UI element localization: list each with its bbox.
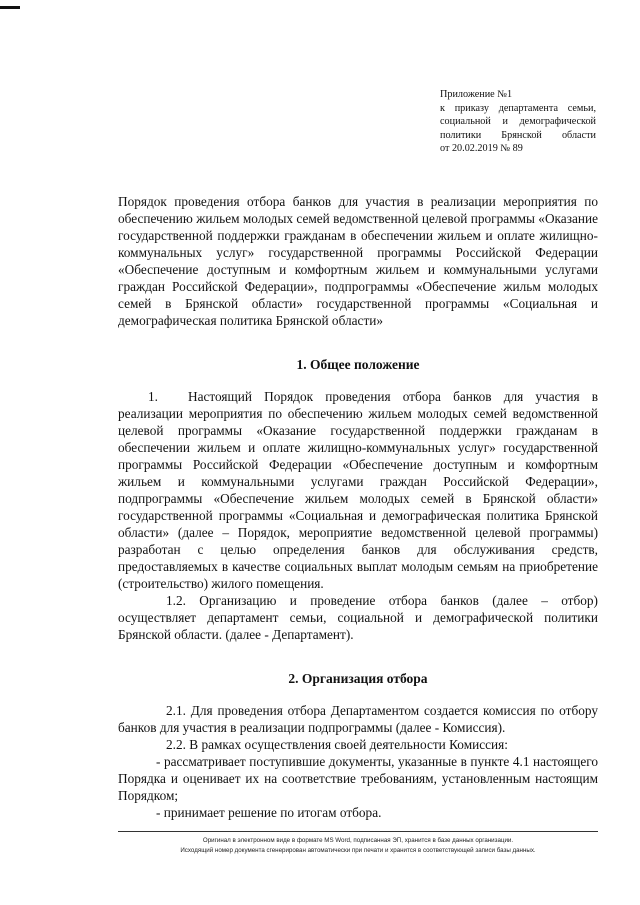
appendix-title: Приложение №1 — [440, 89, 513, 100]
paragraph-1-2: 1.2. Организацию и проведение отбора банков (далее – отбор) осуществляет департамент семьи, социальной и демографической политики Брянской области. (далее - Департамент). — [118, 593, 598, 642]
footer-note — [118, 831, 598, 856]
section-heading-organization: 2. Организация отбора — [288, 671, 428, 686]
section-heading-general: 1. Общее положение — [296, 357, 420, 372]
paragraph-2-2: 2.2. В рамках осуществления своей деятельности Комиссия: — [166, 737, 508, 752]
corner-scan-mark — [0, 6, 20, 9]
document-body — [118, 193, 598, 821]
paragraph-text: Настоящий Порядок проведения отбора банков для участия в реализации мероприятия по обеспечению жильем молодых семей ведомственной целевой программы «Оказание государственной поддержки гражданам в обеспечении жильем и оплате жилищно-коммунальных услуг» государственной программы Российской Федерации «Обеспечение доступным и комфортным жильем и коммунальными услугами граждан Российской Федерации», подпрограммы «Обеспечение жильем молодых семей в Брянской области» государственной программы «Социальная и демографическая политика Брянской области» (далее – Порядок, мероприятие ведомственной целевой программы) разработан с целью определения банков для обслуживания средств, предоставляемых в качестве социальных выплат молодым семьям на приобретение (строительство) жилого помещения. — [118, 389, 598, 591]
list-item: - рассматривает поступившие документы, указанные в пункте 4.1 настоящего Порядка и оценивает их на соответствие требованиям, установленным настоящим Порядком; — [118, 754, 598, 803]
appendix-line: к приказу департамента семьи, — [440, 102, 596, 114]
appendix-block — [440, 88, 596, 156]
footer-line-2: Исходящий номер документа сгенерирован автоматически при печати и хранится в соответствующей записи базы данных. — [180, 847, 536, 854]
paragraph-2-1: 2.1. Для проведения отбора Департаментом создается комиссия по отбору банков для участия в реализации подпрограммы (далее - Комиссия). — [118, 703, 598, 735]
document-title: Порядок проведения отбора банков для участия в реализации мероприятия по обеспечению жильем молодых семей ведомственной целевой программы «Оказание государственной поддержки гражданам в обеспечении жильем и оплате жилищно-коммунальных услуг» государственной программы Российской Федерации «Обеспечение доступным и комфортным жильем и коммунальными услугами граждан Российской Федерации», подпрограммы «Обеспечение жильм молодых семей в Брянской области» государственной программы «Социальная и демографическая политика Брянской области» — [118, 194, 598, 328]
paragraph-1 — [118, 388, 598, 592]
paragraph-number: 1. — [148, 389, 158, 404]
footer-line-1: Оригинал в электронном виде в формате MS Word, подписанная ЭП, хранится в базе данных организации. — [202, 837, 514, 844]
appendix-line: политики Брянской области — [440, 129, 596, 141]
appendix-date: от 20.02.2019 № 89 — [440, 143, 523, 154]
list-item: - принимает решение по итогам отбора. — [156, 805, 382, 820]
appendix-line: социальной и демографической — [440, 116, 596, 127]
